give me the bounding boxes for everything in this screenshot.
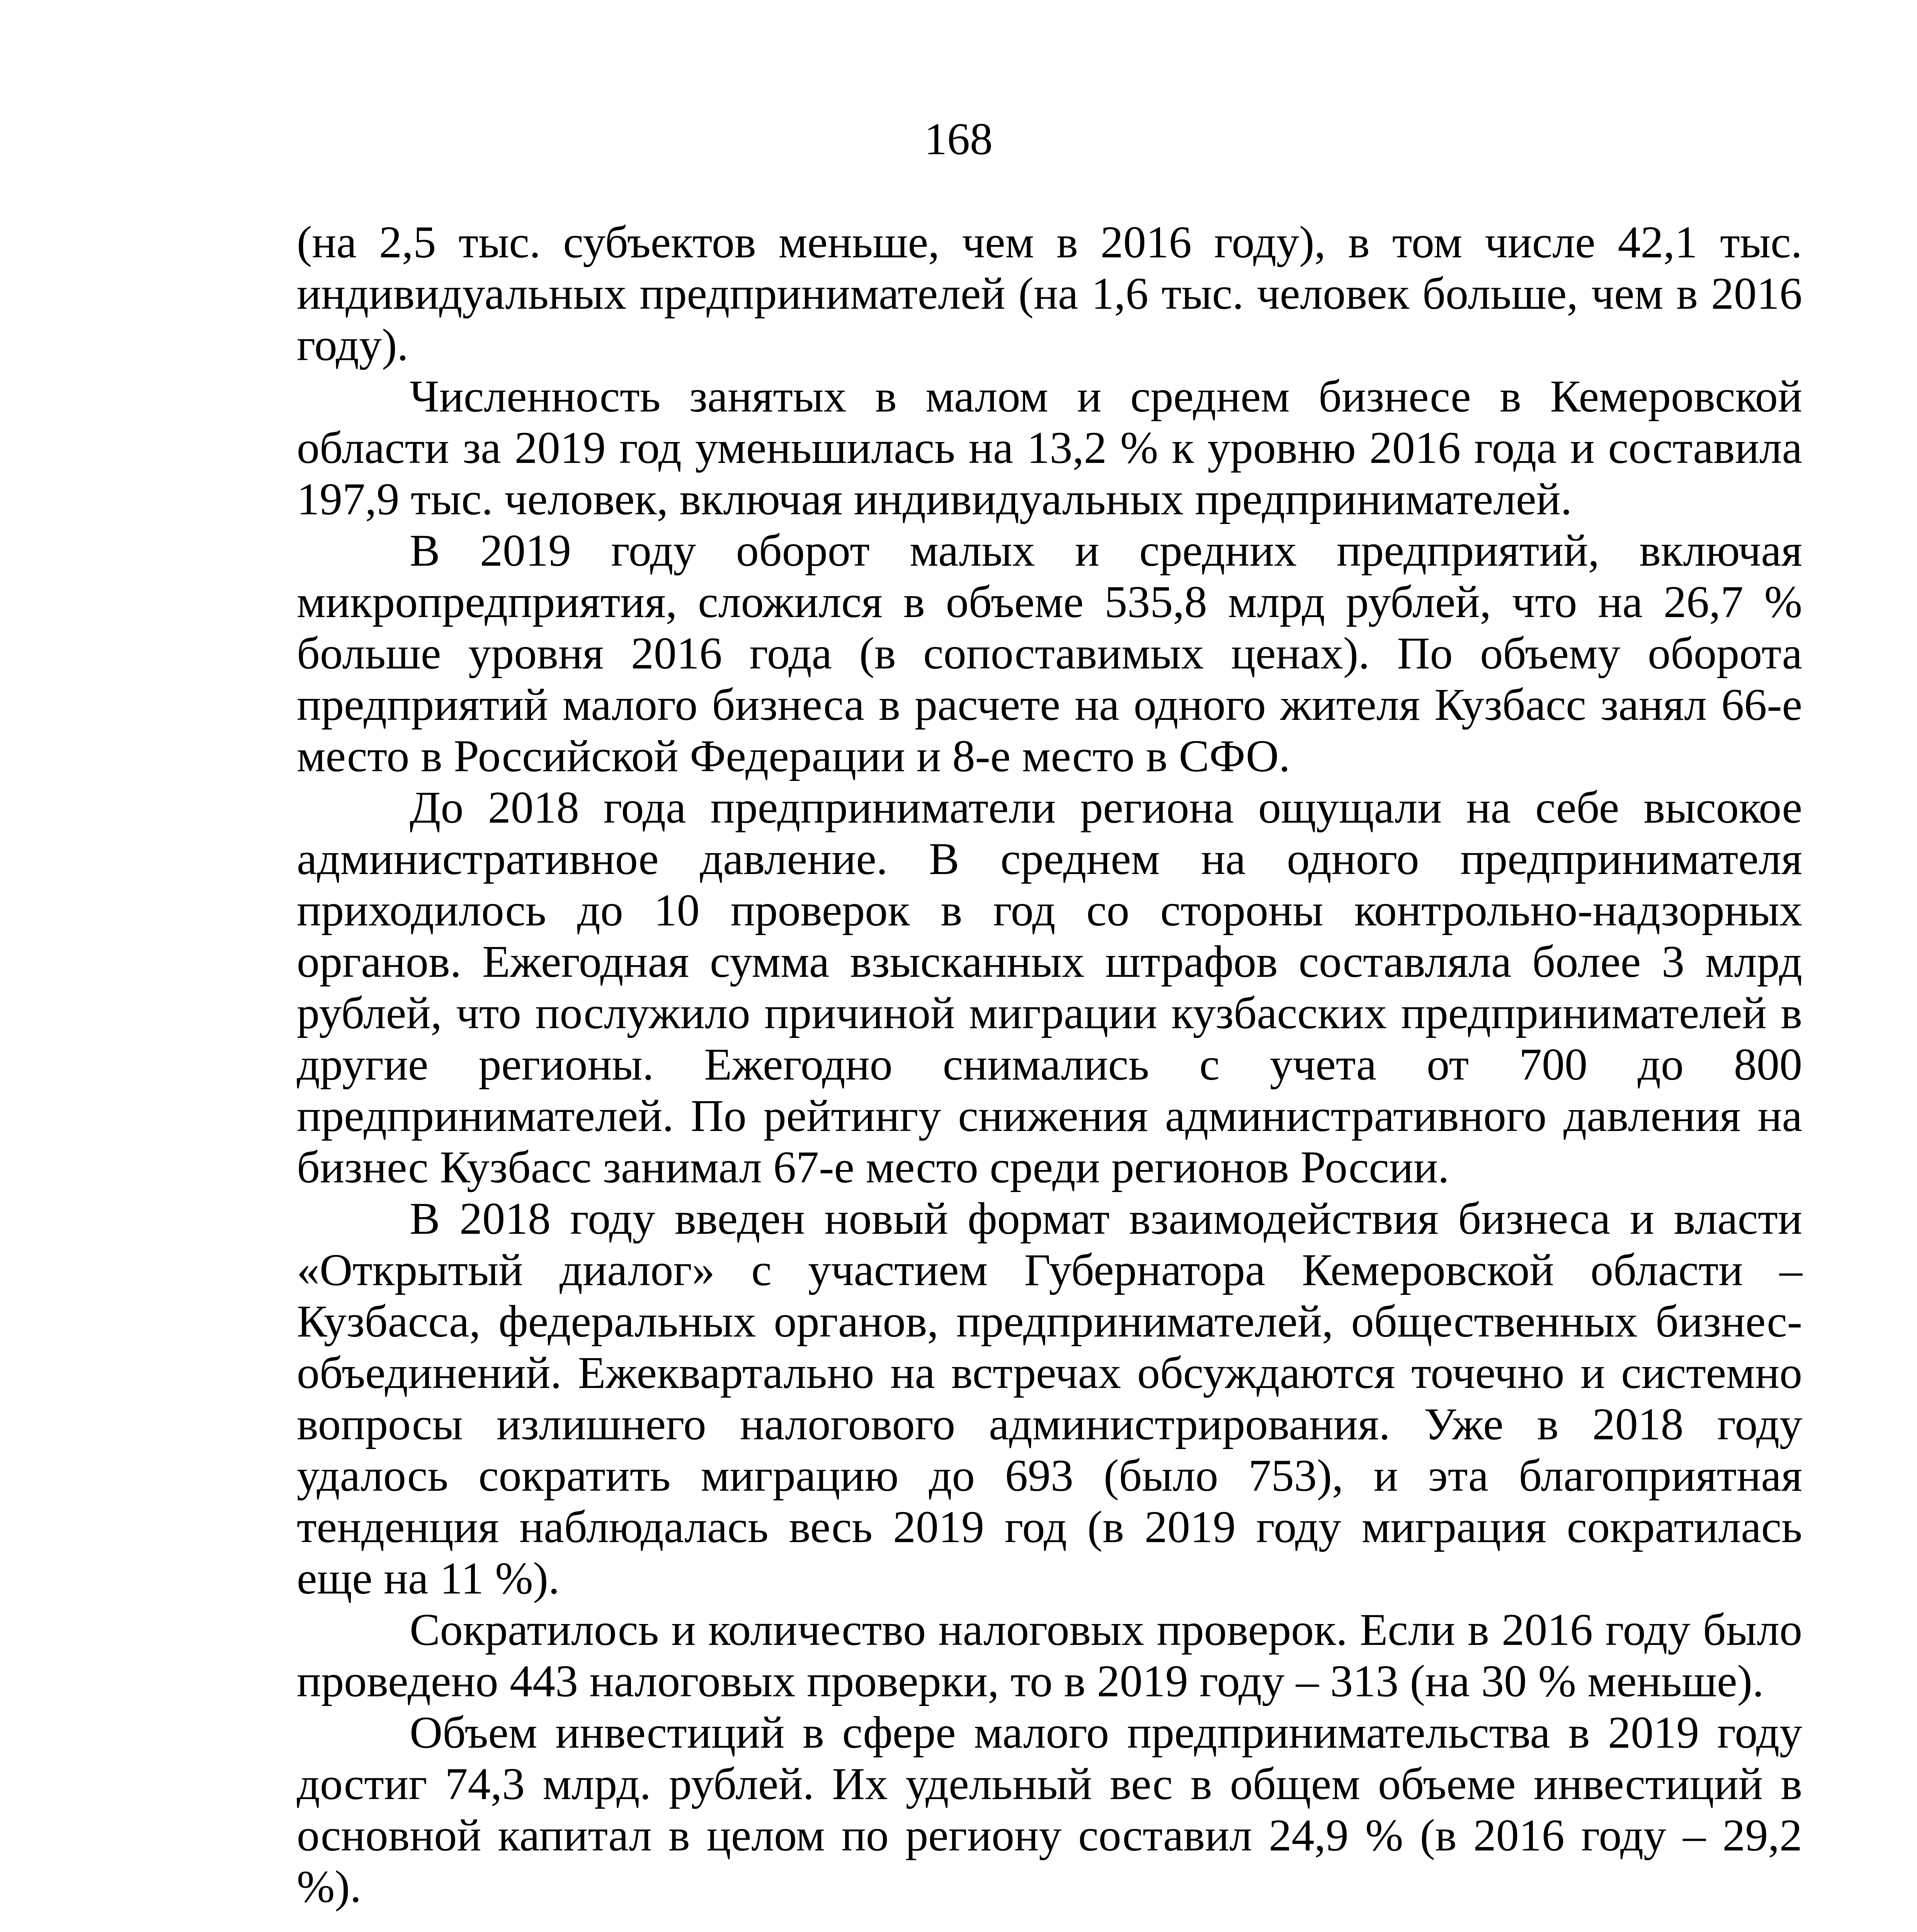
paragraph: Численность занятых в малом и среднем бизнесе в Кемеровской области за 2019 год уменьшилась на 13,2 % к уровню 2016 года и составила 197,9 тыс. человек, включая индивидуальных предпринимателей. [297,371,1802,524]
page-content [297,216,1802,1932]
paragraph: Сократилось и количество налоговых проверок. Если в 2016 году было проведено 443 налоговых проверки, то в 2019 году – 313 (на 30 % меньше). [297,1604,1802,1706]
paragraph: До 2018 года предприниматели региона ощущали на себе высокое административное давление. В среднем на одного предпринимателя приходилось до 10 проверок в год со стороны контрольно-надзорных органов. Ежегодная сумма взысканных штрафов составляла более 3 млрд рублей, что послужило причиной миграции кузбасских предпринимателей в другие регионы. Ежегодно снимались с учета от 700 до 800 предпринимателей. По рейтингу снижения административного давления на бизнес Кузбасс занимал 67-е место среди регионов России. [297,782,1802,1192]
paragraph: В 2018 году введен новый формат взаимодействия бизнеса и власти «Открытый диалог» с участием Губернатора Кемеровской области – Кузбасса, федеральных органов, предпринимателей, общественных бизнес-объединений. Ежеквартально на встречах обсуждаются точечно и системно вопросы излишнего налогового администрирования. Уже в 2018 году удалось сократить миграцию до 693 (было 753), и эта благоприятная тенденция наблюдалась весь 2019 год (в 2019 году миграция сократилась еще на 11 %). [297,1193,1802,1604]
paragraph-continuation: (на 2,5 тыс. субъектов меньше, чем в 2016 году), в том числе 42,1 тыс. индивидуальных предпринимателей (на 1,6 тыс. человек больше, чем в 2016 году). [297,217,1802,370]
paragraph: Объем инвестиций в сфере малого предпринимательства в 2019 году достиг 74,3 млрд. рублей. Их удельный вес в общем объеме инвестиций в основной капитал в целом по региону составил 24,9 % (в 2016 году – 29,2 %). [297,1707,1802,1912]
paragraph: В 2019 году оборот малых и средних предприятий, включая микропредприятия, сложился в объеме 535,8 млрд рублей, что на 26,7 % больше уровня 2016 года (в сопоставимых ценах). По объему оборота предприятий малого бизнеса в расчете на одного жителя Кузбасс занял 66-е место в Российской Федерации и 8-е место в СФО. [297,525,1802,781]
page-number: 168 [924,114,993,164]
